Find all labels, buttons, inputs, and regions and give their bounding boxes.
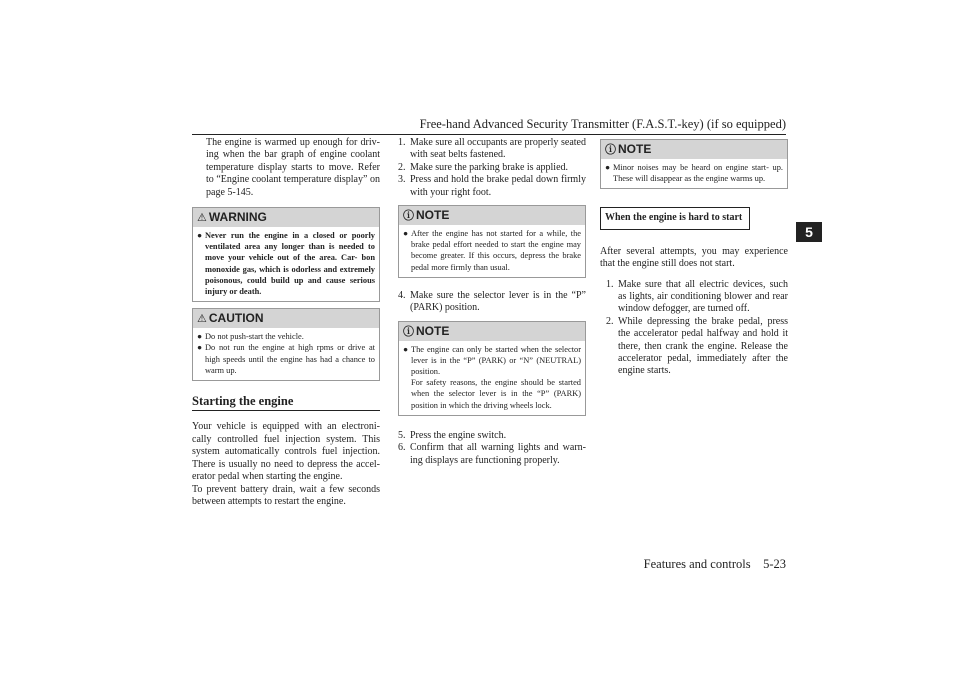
- note-body: [399, 341, 585, 415]
- step-item: [398, 290, 586, 315]
- chapter-tab: 5: [796, 222, 822, 242]
- note-info-icon: ⓘ: [403, 210, 414, 223]
- step-text: Press the engine switch.: [410, 429, 507, 441]
- caution-text: Do not push-start the vehicle.: [205, 332, 304, 342]
- note-item: [403, 344, 581, 378]
- note-header: [601, 140, 787, 159]
- running-header: Free-hand Advanced Security Transmitter (F.A.S.T.-key) (if so equipped): [419, 117, 786, 131]
- note-info-icon: ⓘ: [605, 144, 616, 156]
- note-header: [399, 206, 585, 225]
- bullet-dot-icon: ●: [197, 231, 203, 241]
- step-text: Make sure the parking brake is applied.: [410, 161, 569, 173]
- step-number: 4.: [398, 289, 406, 301]
- steps-list-step4: [398, 290, 586, 315]
- page-footer: [600, 557, 786, 572]
- note-header: [399, 322, 585, 341]
- step-text: Make sure the selector lever is in the “P” (PARK) position.: [410, 289, 586, 314]
- caution-body: [193, 328, 379, 380]
- step-text: Make sure all occupants are properly seated with seat belts fastened.: [410, 137, 586, 161]
- step-number: 1.: [606, 278, 614, 290]
- step-number: 1.: [398, 137, 406, 148]
- step-number: 3.: [398, 174, 406, 186]
- caution-item: [197, 342, 375, 376]
- note-text: After the engine has not started for a while, the brake pedal effort needed to start the engine may become greater. If this occurs, depress the brake pedal more firmly than usual.: [411, 229, 581, 272]
- step-number: 5.: [398, 429, 406, 441]
- caution-header: [193, 309, 379, 328]
- bullet-dot-icon: ●: [197, 343, 203, 353]
- note-text-2: For safety reasons, the engine should be started when the selector lever is in the “P” (PARK) position in which the driving wheels lock.: [411, 378, 581, 410]
- caution-text: Do not run the engine at high rpms or drive at high speeds until the engine has had a chance to warm up.: [205, 343, 375, 375]
- caution-item: [197, 331, 375, 342]
- section-heading: Starting the engine: [192, 395, 380, 411]
- bullet-dot-icon: ●: [403, 344, 409, 354]
- step-item: [398, 174, 586, 199]
- step-item: [606, 316, 788, 378]
- caution-box: [192, 308, 380, 381]
- subsection-heading: When the engine is hard to start: [600, 207, 750, 229]
- steps-list-c: [600, 279, 788, 378]
- intro-paragraph: The engine is warmed up enough for driv- ing when the bar graph of engine coolant temperature display starts to move. Refer to “Engine coolant temperature display” on page 5-145.: [206, 137, 380, 198]
- header-rule: [192, 134, 786, 135]
- caution-triangle-icon: ⚠: [197, 313, 207, 326]
- note-title: NOTE: [416, 208, 450, 223]
- warning-title: WARNING: [208, 210, 267, 225]
- note-item: [403, 228, 581, 273]
- warning-body: [193, 227, 379, 301]
- warning-item: [197, 230, 375, 297]
- steps-list-a: [398, 137, 586, 199]
- column-2: [398, 137, 586, 467]
- step-item: [606, 279, 788, 316]
- step-text: While depressing the brake pedal, press the accelerator pedal halfway and hold it there, then crank the engine. Release the accelerator pedal, immediately after the engine starts.: [618, 315, 788, 377]
- note-box-2: [398, 321, 586, 416]
- step-number: 6.: [398, 442, 406, 454]
- note-body: [399, 225, 585, 277]
- note-title: NOTE: [416, 323, 450, 338]
- warning-triangle-icon: ⚠: [197, 212, 207, 225]
- caution-title: CAUTION: [208, 311, 264, 326]
- body-paragraph: Your vehicle is equipped with an electroni- cally controlled fuel injection system. This system automatically controls fuel injection. There is usually no need to depress the accel- erator pedal when starting the engine.: [192, 421, 380, 483]
- body-paragraph: After several attempts, you may experience that the engine still does not start.: [600, 245, 788, 270]
- step-item: [398, 442, 586, 467]
- note-body: [601, 159, 787, 188]
- bullet-dot-icon: ●: [197, 332, 203, 342]
- note-box-1: [398, 205, 586, 278]
- step-number: 2.: [606, 315, 614, 327]
- step-item: [398, 430, 586, 442]
- step-item: [398, 162, 586, 174]
- note-text: Minor noises may be heard on engine start- up. These will disappear as the engine warms up.: [613, 163, 783, 184]
- step-number: 2.: [398, 161, 406, 173]
- note-text: The engine can only be started when the selector lever is in the “P” (PARK) or “N” (NEUTRAL) position.: [411, 344, 581, 377]
- step-text: Make sure that all electric devices, such as lights, air conditioning blower and rear window defogger, are turned off.: [618, 278, 788, 315]
- column-1: [192, 137, 380, 508]
- note-item: [605, 162, 783, 184]
- step-text: Press and hold the brake pedal down firmly with your right foot.: [410, 174, 586, 198]
- column-3: [600, 137, 788, 378]
- bullet-dot-icon: ●: [605, 163, 611, 172]
- steps-list-b: [398, 430, 586, 467]
- note-title: NOTE: [618, 142, 652, 156]
- note-info-icon: ⓘ: [403, 325, 414, 338]
- footer-label: Features and controls: [643, 557, 751, 571]
- warning-box: [192, 207, 380, 302]
- bullet-dot-icon: ●: [403, 229, 409, 239]
- page-number: 5-23: [763, 557, 786, 571]
- step-item: [398, 137, 586, 162]
- body-paragraph: To prevent battery drain, wait a few seconds between attempts to restart the engine.: [192, 483, 380, 507]
- warning-text: Never run the engine in a closed or poorly ventilated area any longer than is needed to move your vehicle out of the area. Car- bon monoxide gas, which is odorless and extremely poisonous, could build up and cause serious injury or death.: [205, 231, 375, 297]
- warning-header: [193, 208, 379, 227]
- step-text: Confirm that all warning lights and warn- ing displays are functioning properly.: [410, 442, 586, 466]
- note-box-3: [600, 139, 788, 189]
